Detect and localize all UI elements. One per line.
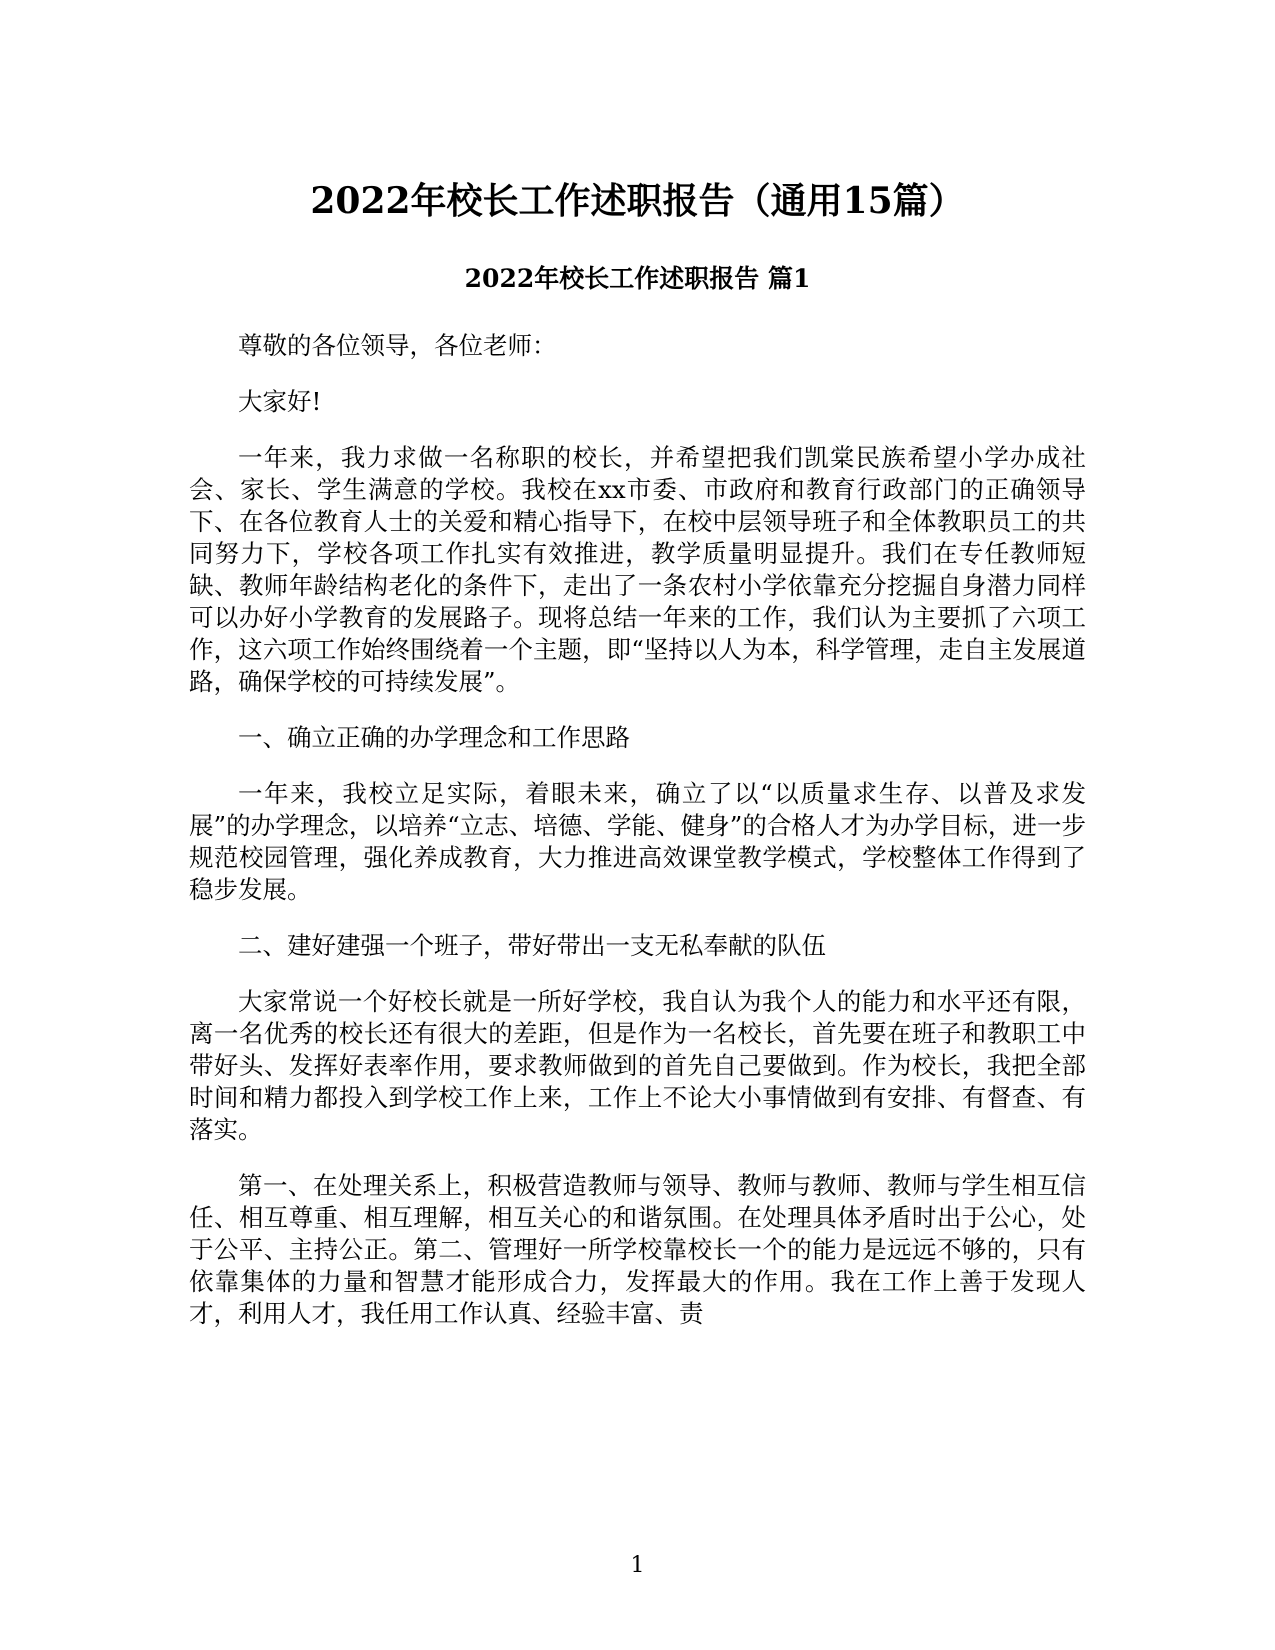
- document-title: 2022年校长工作述职报告（通用15篇）: [310, 180, 965, 222]
- section-title: 2022年校长工作述职报告 篇1: [464, 264, 811, 293]
- greeting: 大家好!: [238, 387, 322, 416]
- paragraph-section-2-detail: 第一、在处理关系上，积极营造教师与领导、教师与教师、教师与学生相互信任、相互尊重、相互理解，相互关心的和谐氛围。在处理具体矛盾时出于公心，处于公平、主持公正。第二、管理好一所学校靠校长一个的能力是远远不够的，只有依靠集体的力量和智慧才能形成合力，发挥最大的作用。我在工作上善于发现人才，利用人才，我任用工作认真、经验丰富、责: [189, 1171, 1086, 1328]
- paragraph-section-2: 大家常说一个好校长就是一所好学校，我自认为我个人的能力和水平还有限，离一名优秀的校长还有很大的差距，但是作为一名校长，首先要在班子和教职工中带好头、发挥好表率作用，要求教师做到的首先自己要做到。作为校长，我把全部时间和精力都投入到学校工作上来，工作上不论大小事情做到有安排、有督查、有落实。: [189, 987, 1086, 1144]
- heading-section-1: 一、确立正确的办学理念和工作思路: [238, 723, 630, 752]
- paragraph-section-1: 一年来，我校立足实际，着眼未来，确立了以“以质量求生存、以普及求发展”的办学理念，以培养“立志、培德、学能、健身”的合格人才为办学目标，进一步规范校园管理，强化养成教育，大力推进高效课堂教学模式，学校整体工作得到了稳步发展。: [189, 779, 1086, 904]
- paragraph-intro: 一年来，我力求做一名称职的校长，并希望把我们凯棠民族希望小学办成社会、家长、学生满意的学校。我校在xx市委、市政府和教育行政部门的正确领导下、在各位教育人士的关爱和精心指导下，在校中层领导班子和全体教职员工的共同努力下，学校各项工作扎实有效推进，教学质量明显提升。我们在专任教师短缺、教师年龄结构老化的条件下，走出了一条农村小学依靠充分挖掘自身潜力同样可以办好小学教育的发展路子。现将总结一年来的工作，我们认为主要抓了六项工作，这六项工作始终围绕着一个主题，即“坚持以人为本，科学管理，走自主发展道路，确保学校的可持续发展”。: [189, 443, 1086, 696]
- salutation: 尊敬的各位领导，各位老师：: [238, 331, 557, 360]
- body-text: [189, 330, 1086, 1354]
- page-number: 1: [630, 1553, 645, 1578]
- heading-section-2: 二、建好建强一个班子，带好带出一支无私奉献的队伍: [238, 931, 826, 960]
